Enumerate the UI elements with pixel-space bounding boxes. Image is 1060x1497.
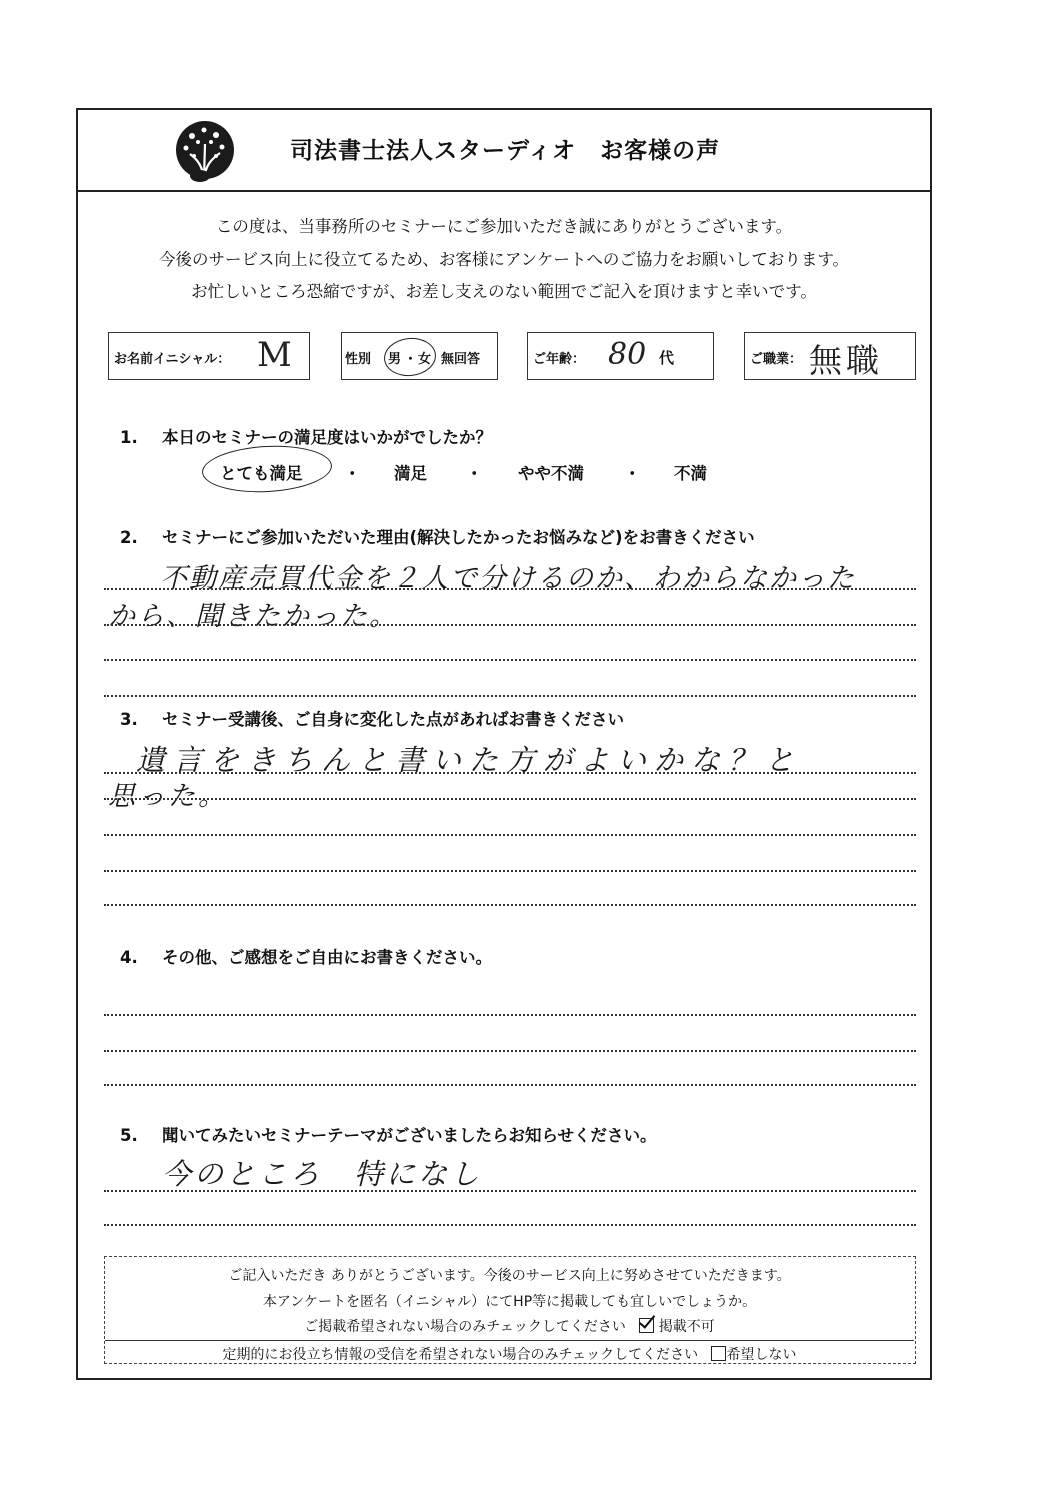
tree-logo-icon (174, 120, 236, 184)
intro-line-2: 今後のサービス向上に役立てるため、お客様にアンケートへのご協力をお願いしております。 (158, 250, 850, 269)
q3-answer-line-2: 思った。 (108, 781, 228, 812)
q2-answer-line-1: 不動産売買代金を２人で分けるのか、わからなかった (160, 563, 856, 594)
question-1-number: 1. (120, 428, 138, 447)
age-value: 80 (608, 337, 647, 372)
gender-selection-circle (382, 335, 438, 378)
initial-field[interactable] (108, 332, 310, 380)
no-publish-label: 掲載不可 (658, 1319, 715, 1335)
answer-line (104, 834, 916, 836)
answer-line (104, 1014, 916, 1016)
initial-label: お名前イニシャル： (114, 352, 231, 367)
occupation-value: 無職 (809, 341, 883, 380)
survey-form (76, 108, 932, 1380)
question-1 (120, 424, 492, 448)
question-1-text: 本日のセミナーの満足度はいかがでしたか？ (162, 428, 492, 447)
page-title: 司法書士法人スターディオ お客様の声 (290, 138, 721, 164)
footer-publish-instruction: ご掲載希望されない場合のみチェックしてください (304, 1319, 626, 1335)
question-3-number: 3. (120, 710, 138, 729)
answer-line (104, 624, 916, 626)
q1-separator: ・ (344, 464, 361, 483)
gender-separator: ・ (404, 352, 418, 367)
footer-publish-question: 本アンケートを匿名（イニシャル）にてHP等に掲載しても宜しいでしょうか。 (262, 1294, 757, 1310)
question-5-number: 5. (120, 1126, 138, 1145)
q2-answer-line-2: から、聞きたかった。 (108, 601, 398, 632)
q1-option-somewhat-dissatisfied[interactable]: やや不満 (518, 464, 584, 483)
answer-line (104, 870, 916, 872)
answer-line (104, 1084, 916, 1086)
gender-option-male[interactable]: 男 (388, 352, 402, 367)
footer-box (104, 1256, 916, 1364)
answer-line (104, 798, 916, 800)
footer-newsletter-check-row (105, 1344, 914, 1364)
q1-separator: ・ (624, 464, 641, 483)
answer-line (104, 659, 916, 661)
question-3-text: セミナー受講後、ご自身に変化した点があればお書きください (162, 710, 624, 729)
q1-separator: ・ (466, 464, 483, 483)
intro-line-3: お忙しいところ恐縮ですが、お差し支えのない範囲でご記入を頂けますと幸いです。 (191, 282, 817, 301)
gender-label: 性別 (345, 352, 372, 367)
footer-publish-check-row (105, 1316, 914, 1336)
intro-line-1: この度は、当事務所のセミナーにご参加いただき誠にありがとうございます。 (215, 217, 793, 236)
question-4-text: その他、ご感想をご自由にお書きください。 (162, 948, 492, 967)
no-publish-checkbox[interactable] (639, 1318, 654, 1333)
q1-option-very-satisfied[interactable]: とても満足 (220, 464, 303, 483)
question-4-number: 4. (120, 948, 138, 967)
age-field[interactable] (527, 332, 714, 380)
no-newsletter-checkbox[interactable] (711, 1346, 726, 1361)
no-newsletter-label: 希望しない (726, 1347, 797, 1363)
gender-field[interactable] (341, 332, 498, 380)
q5-answer-line-1: 今のところ 特になし (162, 1157, 483, 1191)
question-3 (120, 706, 624, 730)
question-4 (120, 944, 492, 968)
answer-line (104, 1190, 916, 1192)
question-5 (120, 1122, 657, 1146)
occupation-label: ご職業： (750, 352, 803, 367)
q3-answer-line-1: 遺言をきちんと書いた方がよいかな？と (136, 743, 803, 777)
q1-option-satisfied[interactable]: 満足 (394, 464, 427, 483)
age-suffix: 代 (659, 349, 675, 367)
question-2 (120, 524, 755, 548)
gender-option-none[interactable]: 無回答 (441, 352, 481, 367)
question-5-text: 聞いてみたいセミナーテーマがございましたらお知らせください。 (162, 1126, 657, 1145)
question-2-text: セミナーにご参加いただいた理由(解決したかったお悩みなど)をお書きください (162, 528, 755, 547)
answer-line (104, 588, 916, 590)
form-header (78, 110, 930, 192)
age-label: ご年齢： (533, 352, 586, 367)
answer-line (104, 904, 916, 906)
question-2-number: 2. (120, 528, 138, 547)
q1-selection-circle (201, 443, 333, 496)
initial-value: M (257, 335, 292, 375)
occupation-field[interactable] (744, 332, 916, 380)
answer-line (104, 1050, 916, 1052)
footer-newsletter-instruction: 定期的にお役立ち情報の受信を希望されない場合のみチェックしてください (222, 1347, 699, 1363)
q1-option-dissatisfied[interactable]: 不満 (674, 464, 707, 483)
footer-thanks: ご記入いただき ありがとうございます。今後のサービス向上に努めさせていただきます。 (228, 1268, 791, 1284)
footer-divider (105, 1340, 914, 1341)
answer-line (104, 695, 916, 697)
answer-line (104, 1224, 916, 1226)
gender-option-female[interactable]: 女 (418, 352, 432, 367)
